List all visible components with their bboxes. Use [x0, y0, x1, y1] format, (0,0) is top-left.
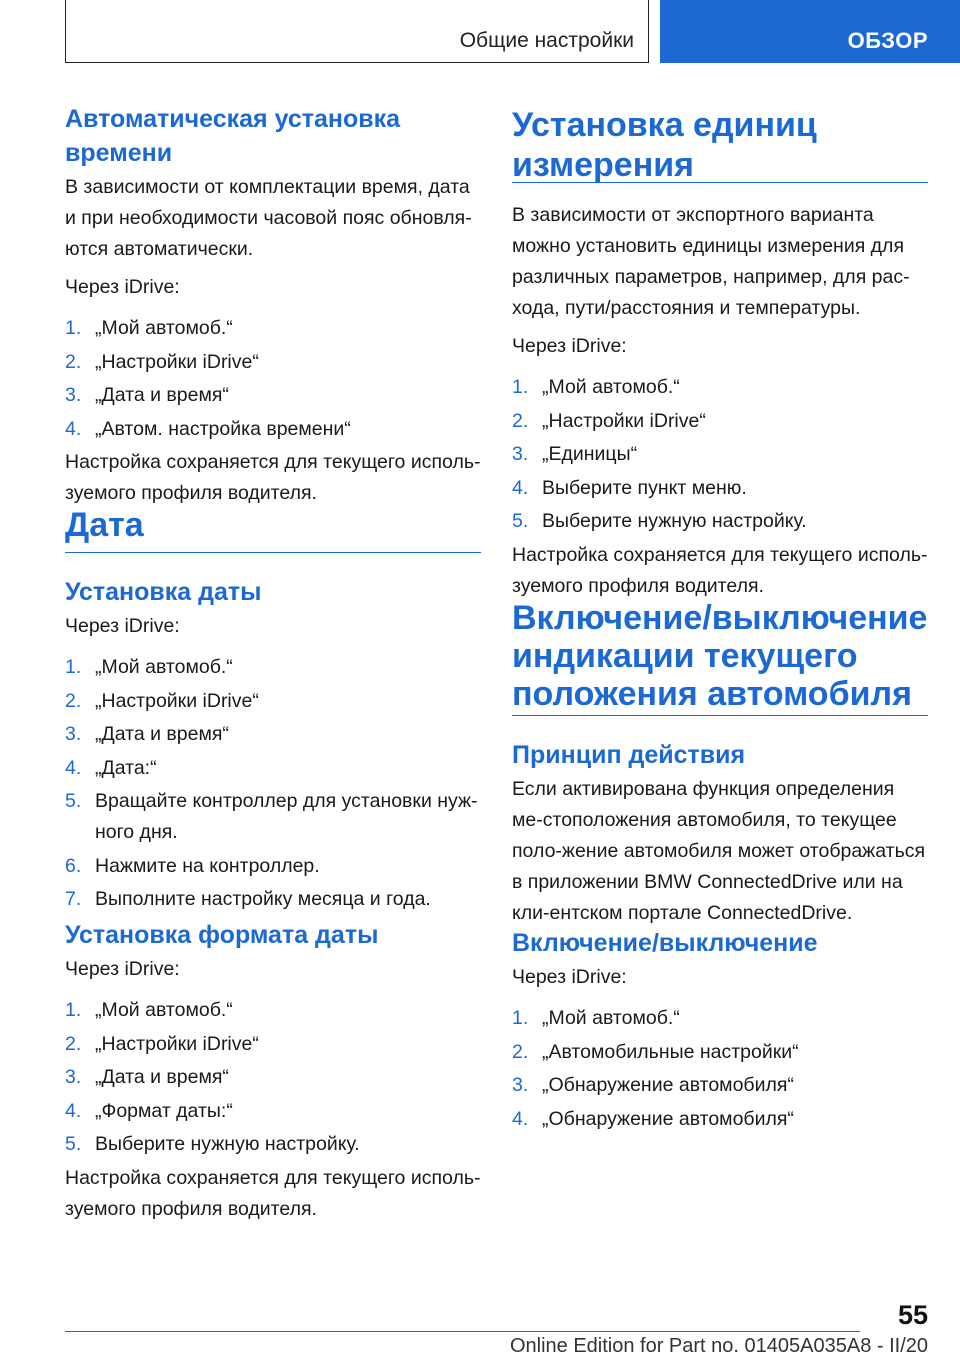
- heading-date-format: Установка формата даты: [65, 921, 379, 949]
- principle-text: Если активирована функция определения ме-стоположения автомобиля, то текущее поло-жение автомобиля может отображаться в приложении BMW ConnectedDrive или на кли-ентском портале ConnectedDrive.: [512, 778, 926, 924]
- section-principle: [512, 738, 928, 929]
- list-item: 2. „Настройки iDrive“: [65, 1032, 259, 1055]
- list-item: 2. „Настройки iDrive“: [65, 689, 259, 712]
- heading-principle: Принцип действия: [512, 741, 746, 769]
- set-date-steps: [65, 652, 481, 915]
- list-item: 2. „Настройки iDrive“: [65, 350, 259, 373]
- list-item: 1. „Мой автомоб.“: [512, 1007, 680, 1029]
- list-item: 4. „Автом. настройка времени“: [65, 417, 351, 440]
- units-via: Через iDrive:: [512, 335, 627, 357]
- section-units: [512, 200, 928, 602]
- list-item: 4. „Формат даты:“: [65, 1099, 233, 1122]
- list-item: 1. „Мой автомоб.“: [65, 317, 233, 339]
- toggle-via: Через iDrive:: [512, 966, 627, 988]
- heading-location: Включение/выключение индикации текущего положения автомобиля: [512, 599, 928, 713]
- toggle-steps: [512, 1003, 928, 1135]
- list-item: 7. Выполните настройку месяца и года.: [65, 888, 431, 910]
- section-set-date: [65, 575, 481, 918]
- page-number: 55: [897, 1300, 928, 1330]
- list-item: 2. „Настройки iDrive“: [512, 409, 706, 432]
- heading-date: Дата: [65, 506, 144, 544]
- heading-set-date: Установка даты: [65, 578, 262, 606]
- list-item: 5. Выберите нужную настройку.: [512, 510, 807, 532]
- list-item: 3. „Дата и время“: [65, 1066, 229, 1088]
- list-item: 3. „Единицы“: [512, 443, 638, 465]
- tab-overview[interactable]: [660, 0, 960, 63]
- tab-overview-label: ОБЗОР: [847, 28, 928, 53]
- list-item: 3. „Дата и время“: [65, 384, 229, 406]
- heading-toggle: Включение/выключение: [512, 929, 818, 957]
- list-item: 4. „Обнаружение автомобиля“: [512, 1107, 794, 1130]
- set-date-via: Через iDrive:: [65, 615, 180, 637]
- list-item: 5. Выберите нужную настройку.: [65, 1133, 360, 1155]
- auto-time-note: Настройка сохраняется для текущего исполь-зуемого профиля водителя.: [65, 451, 481, 504]
- units-intro: В зависимости от экспортного варианта можно установить единицы измерения для различных параметров, например, для рас-хода, пути/расстояния и температуры.: [512, 204, 910, 319]
- section-date-heading: [65, 505, 481, 553]
- list-item: 1. „Мой автомоб.“: [65, 656, 233, 678]
- list-item: 3. „Дата и время“: [65, 723, 229, 745]
- section-date-format: [65, 918, 481, 1225]
- date-format-note: Настройка сохраняется для текущего исполь-зуемого профиля водителя.: [65, 1166, 481, 1220]
- heading-units: Установка единиц измерения: [512, 106, 817, 184]
- list-item: 1. „Мой автомоб.“: [65, 999, 233, 1021]
- list-item: 5. Вращайте контроллер для установки нуж-ного дня.: [65, 790, 478, 843]
- date-format-steps: [65, 995, 481, 1160]
- section-auto-time: [65, 102, 481, 509]
- section-units-heading: [512, 105, 928, 183]
- auto-time-via: Через iDrive:: [65, 276, 180, 298]
- footer-divider: [65, 1331, 860, 1332]
- list-item: 3. „Обнаружение автомобиля“: [512, 1074, 794, 1096]
- footer-edition: Online Edition for Part no. 01405A035A8 - II/20: [509, 1335, 928, 1357]
- auto-time-steps: [65, 313, 481, 445]
- section-location-heading: [512, 599, 928, 716]
- list-item: 2. „Автомобильные настройки“: [512, 1040, 799, 1063]
- list-item: 6. Нажмите на контроллер.: [65, 854, 320, 877]
- auto-time-intro: В зависимости от комплектации время, дата и при необходимости часовой пояс обновля-ются автоматически.: [65, 176, 472, 260]
- units-note: Настройка сохраняется для текущего исполь-зуемого профиля водителя.: [512, 543, 928, 597]
- list-item: 4. Выберите пункт меню.: [512, 476, 747, 499]
- list-item: 1. „Мой автомоб.“: [512, 376, 680, 398]
- units-steps: [512, 372, 928, 537]
- header-bar: [65, 0, 649, 63]
- header-section-title: Общие настройки: [459, 29, 634, 52]
- section-toggle: [512, 926, 928, 1137]
- date-format-via: Через iDrive:: [65, 958, 180, 980]
- list-item: 4. „Дата:“: [65, 756, 157, 779]
- heading-auto-time: Автоматическая установка времени: [65, 105, 401, 167]
